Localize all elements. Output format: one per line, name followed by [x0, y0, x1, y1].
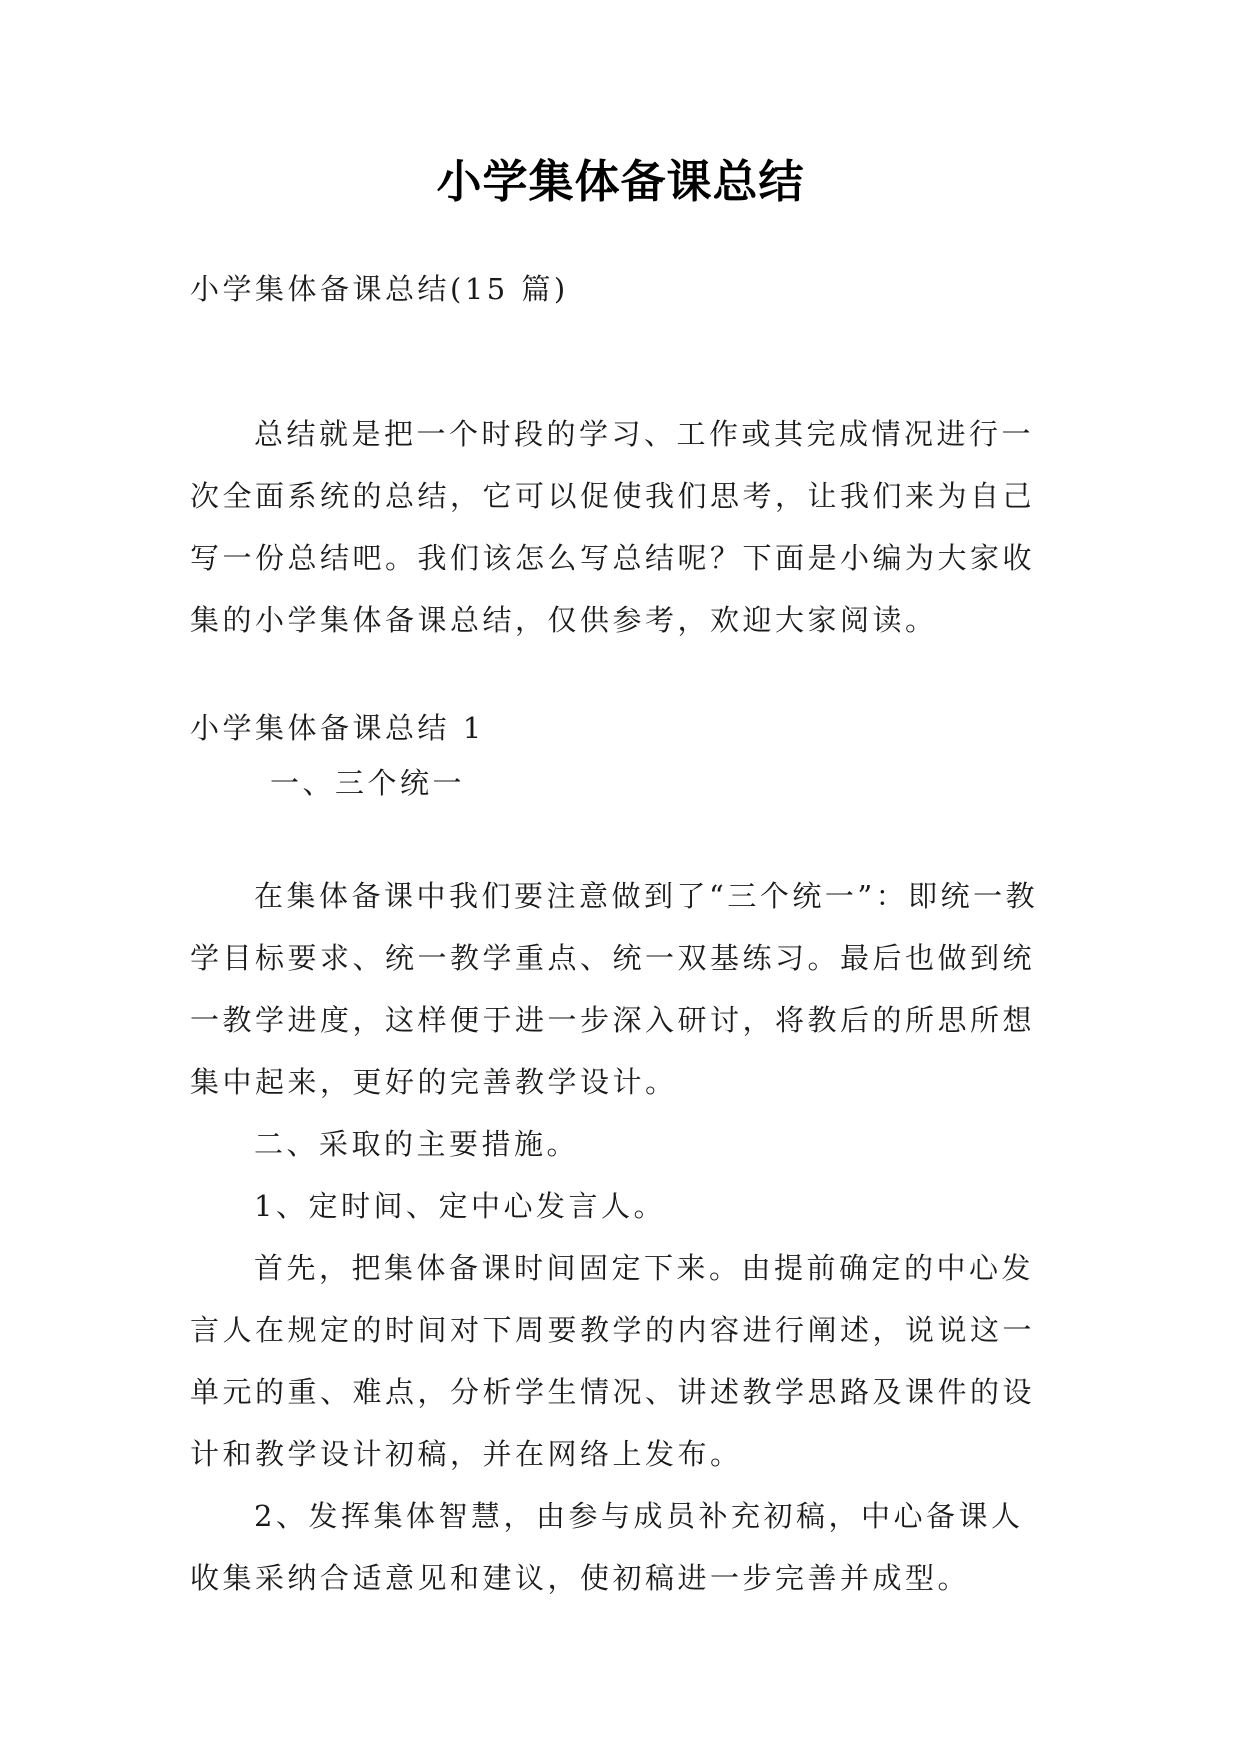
paragraph-collective-wisdom: 2、发挥集体智慧，由参与成员补充初稿，中心备课人收集采纳合适意见和建议，使初稿进一步完善并成型。	[190, 1499, 1024, 1595]
paragraph-fixed-time: 首先，把集体备课时间固定下来。由提前确定的中心发言人在规定的时间对下周要教学的内容进行阐述，说说这一单元的重、难点，分析学生情况、讲述教学思路及课件的设计和教学设计初稿，并在网络上发布。	[190, 1251, 1036, 1471]
document-subtitle: 小学集体备课总结(15 篇)	[190, 272, 569, 306]
paragraph-three-unifications: 在集体备课中我们要注意做到了“三个统一”：即统一教学目标要求、统一教学重点、统一双基练习。最后也做到统一教学进度，这样便于进一步深入研讨，将教后的所思所想集中起来，更好的完善教学设计。	[190, 879, 1039, 1099]
body-block	[190, 865, 1050, 1609]
section-heading: 小学集体备课总结 1	[190, 711, 485, 745]
heading-main-measures: 二、采取的主要措施。	[254, 1127, 580, 1161]
intro-paragraph: 总结就是把一个时段的学习、工作或其完成情况进行一次全面系统的总结，它可以促使我们思考，让我们来为自己写一份总结吧。我们该怎么写总结呢？下面是小编为大家收集的小学集体备课总结，仅供参考，欢迎大家阅读。	[190, 417, 1036, 637]
document-title: 小学集体备课总结	[436, 155, 805, 208]
subheading-three-unifications: 一、三个统一	[270, 766, 466, 800]
heading-fixed-time: 1、定时间、定中心发言人。	[254, 1189, 666, 1223]
